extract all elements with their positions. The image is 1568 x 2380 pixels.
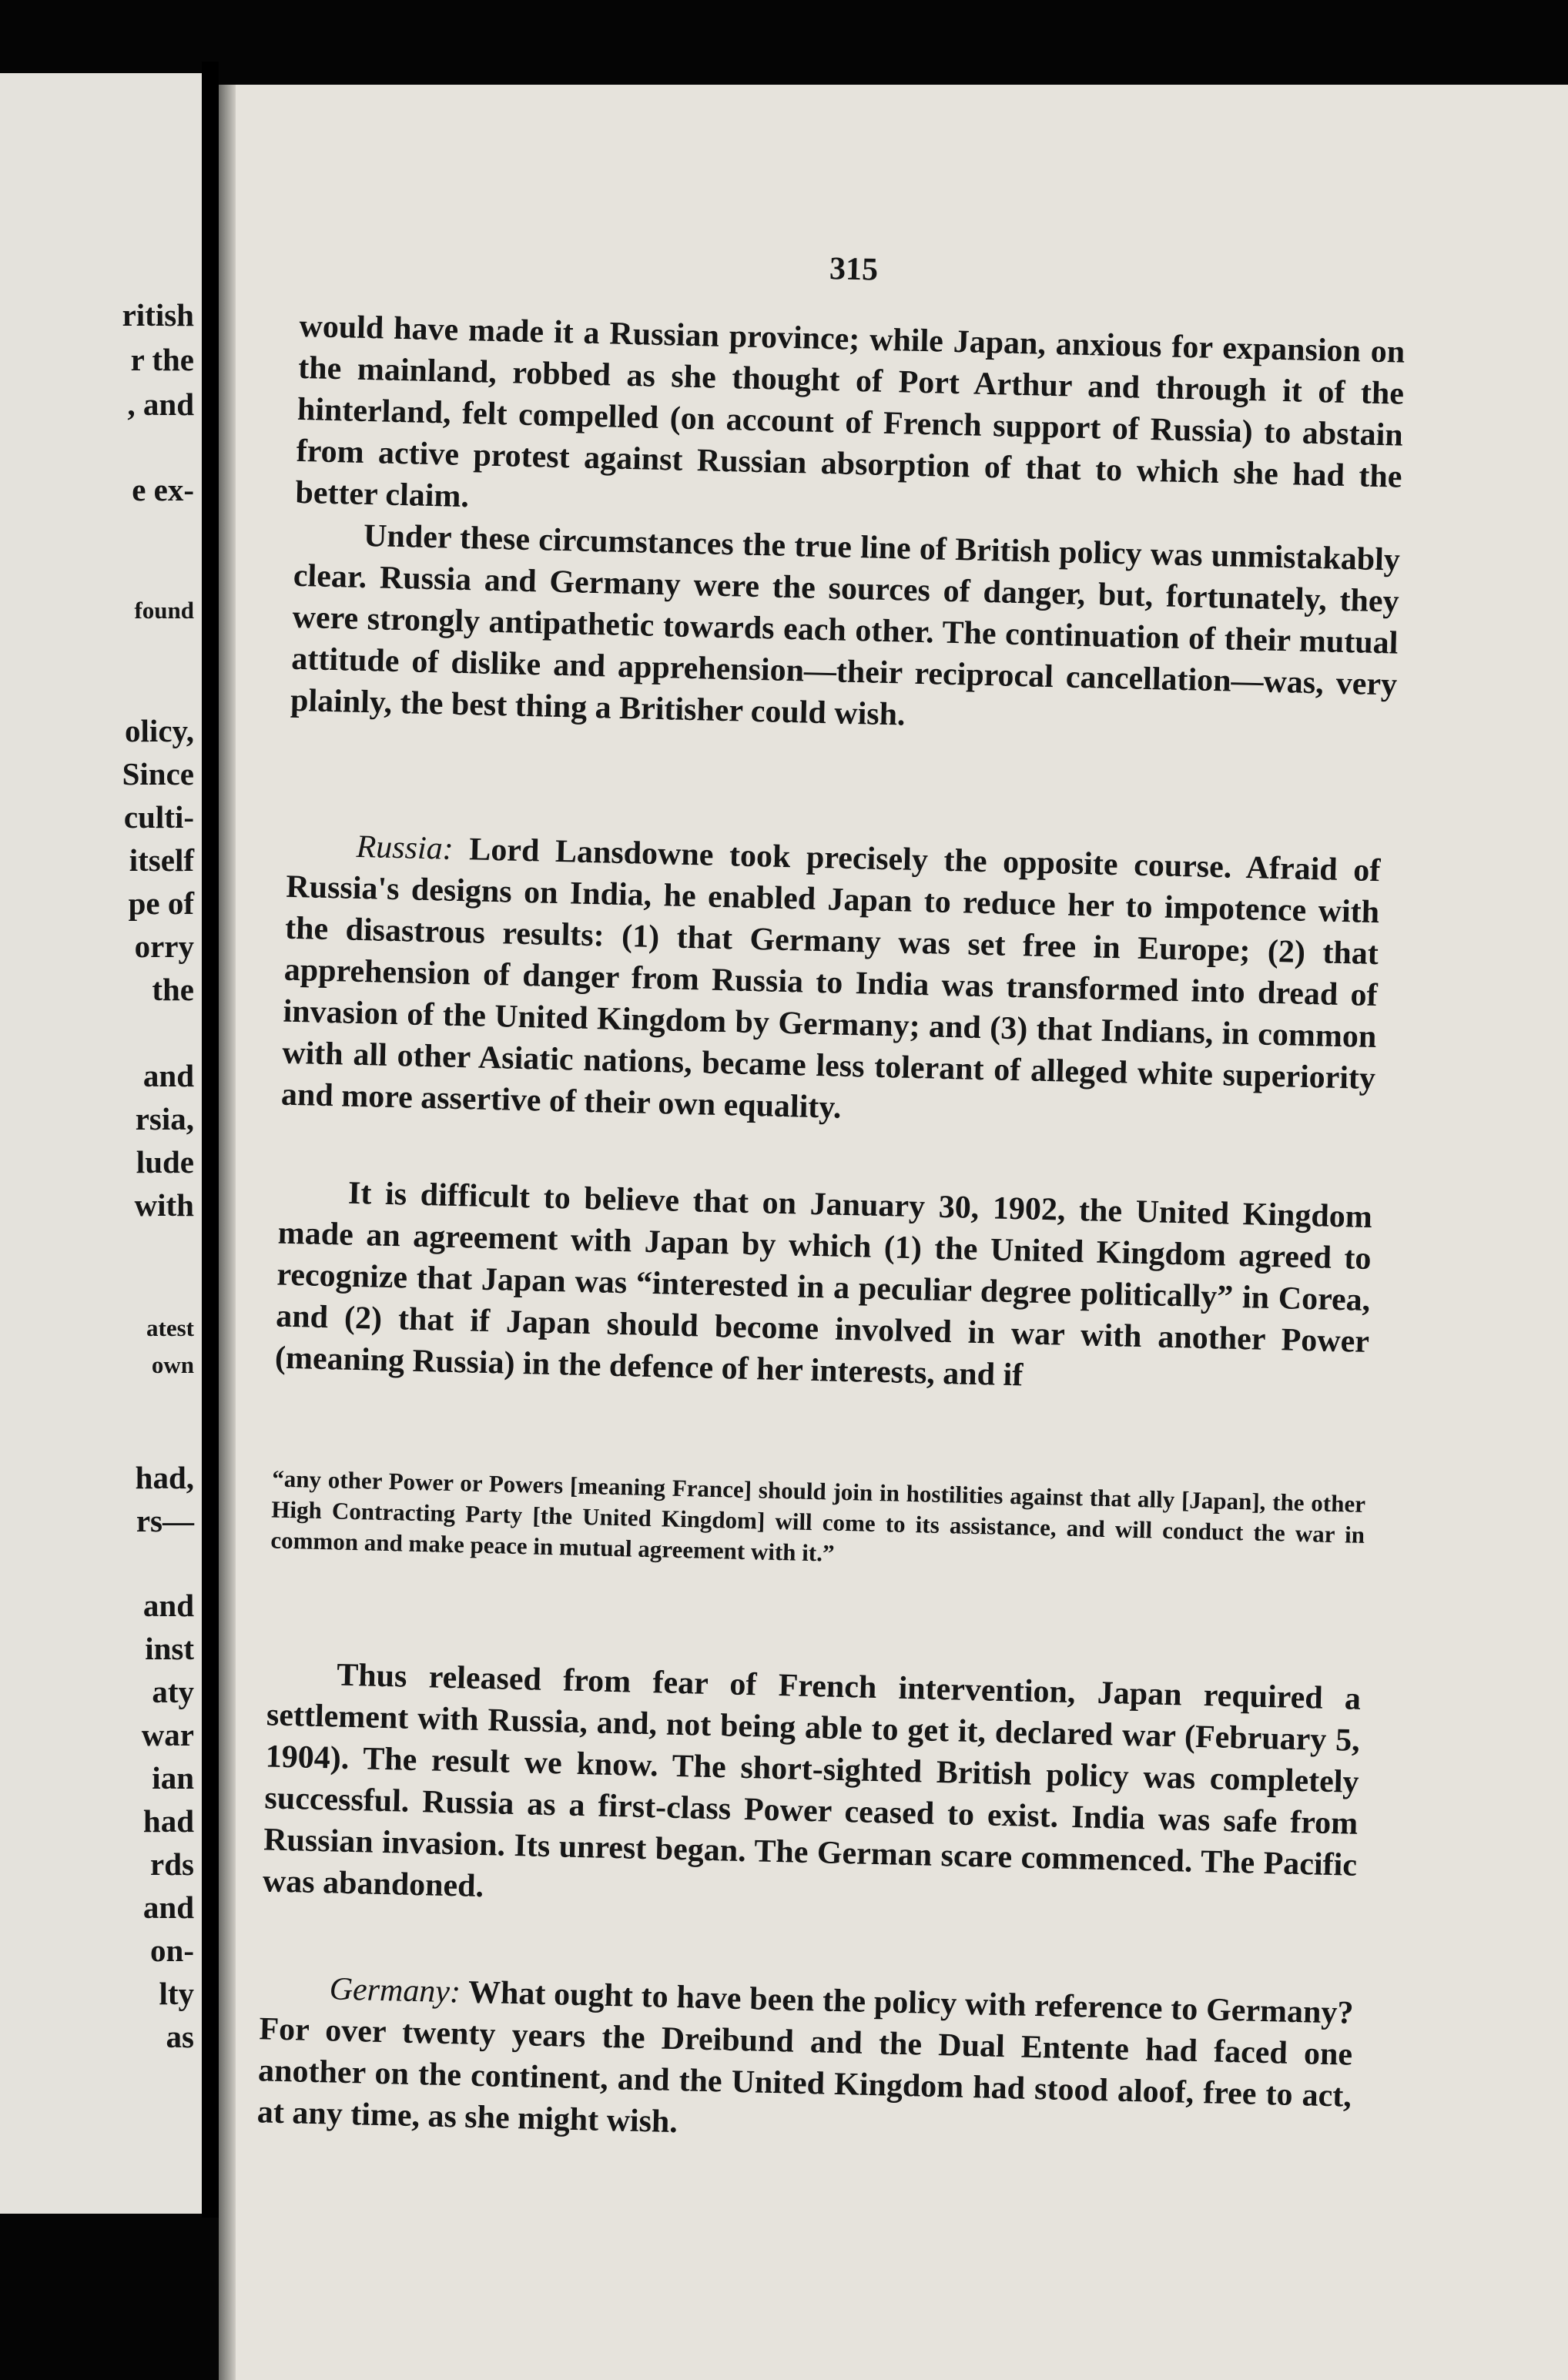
left-page-fragment: culti- bbox=[123, 799, 194, 835]
left-page-fragment: r the bbox=[130, 342, 194, 377]
paragraph: It is difficult to believe that on January 30, 1902, the United Kingdom made an agreement with Japan by which (1) the United Kingdom agreed to recognize that Japan was “interested in a peculiar degree politically” in Corea, and (2) that if Japan should become involved in war with another Power (meaning Russia) in the defence of her interests, and if bbox=[274, 1175, 1373, 1394]
left-page-fragment: had bbox=[142, 1803, 194, 1839]
left-page-fragment: orry bbox=[134, 929, 194, 964]
left-page-fragment: and bbox=[142, 1890, 194, 1925]
left-page-fragment: rs— bbox=[136, 1503, 194, 1538]
left-page-fragment: lty bbox=[159, 1976, 194, 2011]
left-page-fragment: had, bbox=[135, 1460, 194, 1495]
left-page-fragment: as bbox=[166, 2019, 194, 2054]
book-page bbox=[219, 85, 1568, 2380]
page-text-block bbox=[256, 85, 1443, 2141]
page-edge-shadow bbox=[219, 85, 236, 2380]
left-page-fragment: on- bbox=[150, 1933, 194, 1968]
paragraph: would have made it a Russian province; while Japan, anxious for expansion on the mainland, robbed as she thought of Port Arthur and through it of the hinterland, felt compelled (on account of French support of Russia) to abstain from active protest against Russian absorption of that to which she had the better claim. bbox=[294, 308, 1406, 515]
paragraph bbox=[256, 1967, 1354, 2158]
left-page-fragment: rsia, bbox=[135, 1101, 194, 1136]
paragraph-body: What ought to have been the policy with reference to Germany? For over twenty years the Dreibund and the Dual Entente had faced one another on the continent, and the United Kingdom had stood aloof, free to act, at any time, as she might wish. bbox=[256, 1974, 1354, 2141]
left-page-fragment: ian bbox=[152, 1760, 194, 1796]
left-page-fragment: lude bbox=[136, 1144, 194, 1180]
left-page-fragment: war bbox=[141, 1717, 194, 1752]
left-facing-page bbox=[0, 73, 202, 2214]
left-page-fragment: itself bbox=[129, 842, 194, 878]
left-page-fragment: and bbox=[142, 1058, 194, 1093]
block-quote: “any other Power or Powers [meaning France] should join in hostilities against that ally [Japan], the other High Contracting Party [the United Kingdom] will come to its assistance, and will conduct the war in common and make peace in mutual agreement with it.” bbox=[270, 1464, 1366, 1567]
left-page-fragment: and bbox=[142, 1588, 194, 1623]
left-page-fragment: ritish bbox=[122, 297, 194, 333]
paragraph: Thus released from fear of French intervention, Japan required a settlement with Russia, and, not being able to get it, declared war (February 5, 1904). The result we know. The short-sighted British policy was completely successful. Russia as a first-class Power ceased to exist. India was safe from Russian invasion. Its unrest began. The German scare commenced. The Pacific was abandoned. bbox=[262, 1657, 1362, 1905]
paragraph bbox=[280, 825, 1381, 1141]
left-page-fragment: e ex- bbox=[132, 472, 194, 507]
left-page-fragment: atest bbox=[146, 1314, 194, 1341]
left-page-fragment: with bbox=[134, 1187, 194, 1223]
page-number: 315 bbox=[829, 251, 879, 288]
left-page-fragment: olicy, bbox=[125, 713, 194, 748]
left-page-fragment: the bbox=[152, 972, 194, 1007]
left-page-fragment: , and bbox=[127, 387, 194, 422]
paragraph-body: Lord Lansdowne took precisely the opposite course. Afraid of Russia's designs on India, he enabled Japan to reduce her to impotence with the disastrous results: (1) that Germany was set free in Europe; (2) that apprehension of danger from Russia to India was transformed into dread of invasion of the United Kingdom by Germany; and (3) that Indians, in common with all other Asiatic nations, became less tolerant of alleged white superiority and more assertive of their own equality. bbox=[280, 831, 1381, 1126]
left-page-fragment: aty bbox=[152, 1674, 194, 1709]
left-page-fragment: found bbox=[134, 597, 194, 624]
section-lead-russia: Russia: bbox=[356, 828, 454, 867]
paragraph: Under these circumstances the true line of British policy was unmistakably clear. Russia and Germany were the sources of danger, but, fortunately, they were strongly antipathetic towards each other. The continuation of their mutual attitude of dislike and apprehension—their reciprocal cancellation—was, very plainly, the best thing a Britisher could wish. bbox=[290, 517, 1401, 733]
left-page-fragment: rds bbox=[150, 1846, 194, 1882]
left-page-fragment: own bbox=[151, 1351, 194, 1378]
left-page-fragment: pe of bbox=[128, 885, 194, 921]
book-gutter bbox=[202, 62, 219, 2218]
section-lead-germany: Germany: bbox=[329, 1971, 461, 2010]
left-page-fragment: Since bbox=[122, 756, 194, 792]
left-page-fragment: inst bbox=[145, 1631, 194, 1666]
